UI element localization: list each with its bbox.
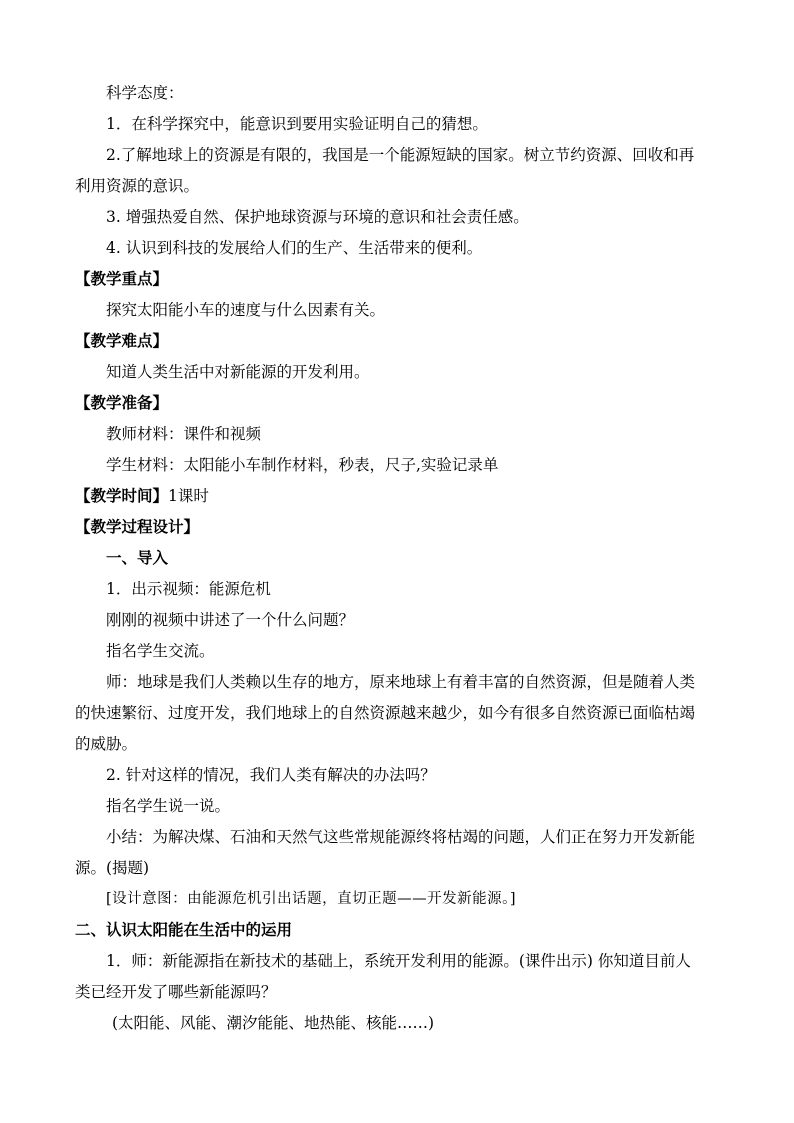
paragraph: 知道人类生活中对新能源的开发利用。 [106,363,370,381]
paragraph: 的威胁。 [75,735,138,753]
paragraph: 探究太阳能小车的速度与什么因素有关。 [106,301,386,319]
section-label-attitude: 科学态度： [106,84,184,102]
heading-teaching-time: 【教学时间】 [75,486,169,505]
teaching-time-value: 1课时 [168,487,209,505]
paragraph: 2. 针对这样的情况，我们人类有解决的办法吗？ [106,766,436,784]
subheading-solar-usage: 二、认识太阳能在生活中的运用 [75,920,293,939]
subheading-intro: 一、导入 [106,548,169,567]
paragraph: 利用资源的意识。 [75,177,200,195]
paragraph: 1．在科学探究中，能意识到要用实验证明自己的猜想。 [106,115,488,133]
heading-key-points: 【教学重点】 [75,269,169,288]
heading-preparation: 【教学准备】 [75,393,169,412]
heading-process-design: 【教学过程设计】 [75,517,200,536]
teaching-time-line [75,486,209,506]
paragraph: 教师材料：课件和视频 [106,425,262,443]
paragraph: 小结：为解决煤、石油和天然气这些常规能源终将枯竭的问题，人们正在努力开发新能 [106,828,696,846]
design-intent-note: [设计意图：由能源危机引出话题，直切正题——开发新能源。] [106,891,517,907]
paragraph: 学生材料：太阳能小车制作材料，秒表，尺子,实验记录单 [106,456,499,474]
paragraph: 源。(揭题) [75,859,150,877]
paragraph: 2.了解地球上的资源是有限的，我国是一个能源短缺的国家。树立节约资源、回收和再 [106,146,695,164]
paragraph: 4. 认识到科技的发展给人们的生产、生活带来的便利。 [106,239,483,257]
paragraph: (太阳能、风能、潮汐能能、地热能、核能……) [112,1014,435,1032]
paragraph: 师：地球是我们人类赖以生存的地方，原来地球上有着丰富的自然资源，但是随着人类 [106,673,696,691]
paragraph: 1．师：新能源指在新技术的基础上，系统开发利用的能源。(课件出示) 你知道目前人 [106,952,691,970]
paragraph: 刚刚的视频中讲述了一个什么问题？ [106,611,355,629]
paragraph: 指名学生说一说。 [106,797,231,815]
paragraph: 指名学生交流。 [106,642,215,660]
paragraph: 3. 增强热爱自然、保护地球资源与环境的意识和社会责任感。 [106,208,529,226]
paragraph: 的快速繁衍、过度开发，我们地球上的自然资源越来越少，如今有很多自然资源已面临枯竭 [75,704,696,722]
heading-difficulties: 【教学难点】 [75,331,169,350]
paragraph: 类已经开发了哪些新能源吗？ [75,983,277,1001]
paragraph: 1．出示视频：能源危机 [106,580,271,598]
